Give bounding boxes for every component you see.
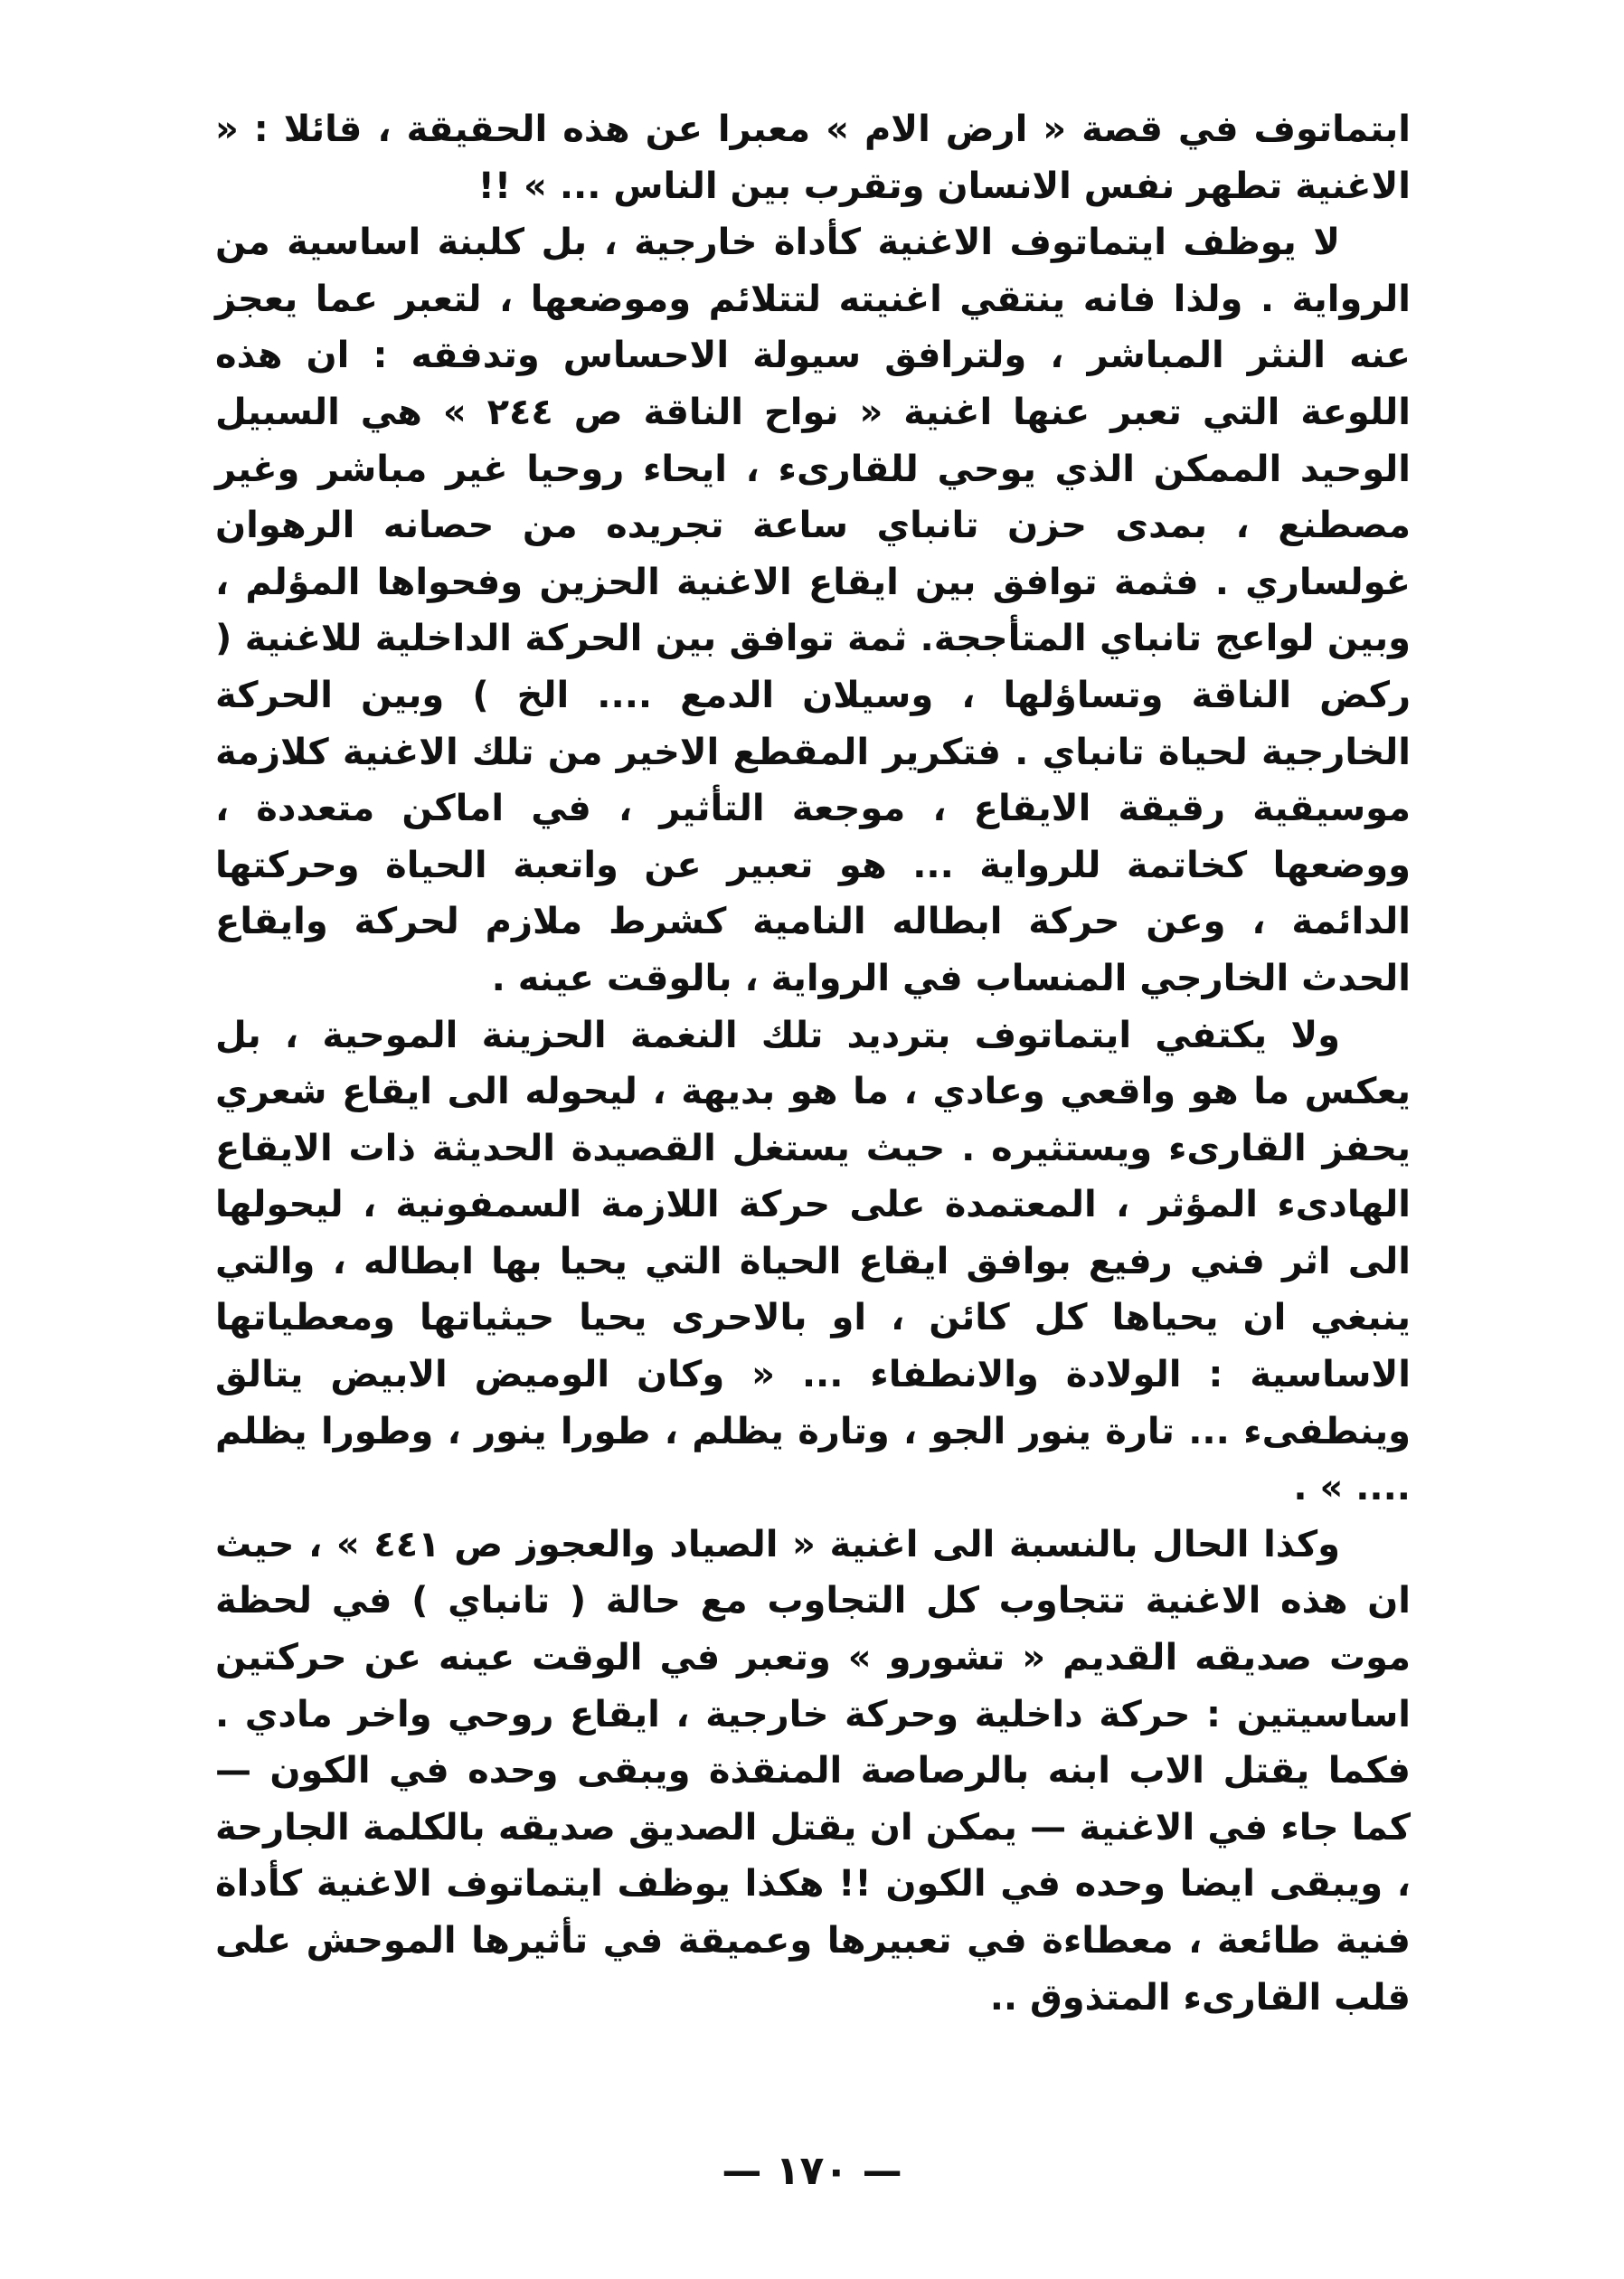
paragraph-hunter-song: وكذا الحال بالنسبة الى اغنية « الصياد والعجوز ص ٤٤١ » ، حيث ان هذه الاغنية تتجاوب كل التجاوب مع حالة ( تانباي ) في لحظة موت صديقه القديم « تشورو » وتعبر في الوقت عينه عن حركتين اساسيتين : حركة داخلية وحركة خارجية ، ايقاع روحي واخر مادي . فكما يقتل الاب ابنه بالرصاصة المنقذة ويبقى وحده في الكون — كما جاء في الاغنية — يمكن ان يقتل الصديق صديقه بالكلمة الجارحة ، ويبقى ايضا وحده في الكون !! هكذا يوظف ايتماتوف الاغنية كأداة فنية طائعة ، معطاءة في تعبيرها وعميقة في تأثيرها الموحش على قلب القارىء المتذوق .. [215,1523,1411,2019]
paragraph-continuation: ابتماتوف في قصة « ارض الام » معبرا عن هذه الحقيقة ، قائلا : « الاغنية تطهر نفس الانسان وتقرب بين الناس ... » !! [215,109,1411,207]
body-text [215,101,1411,2026]
paragraph-poetic-rhythm: ولا يكتفي ايتماتوف بترديد تلك النغمة الحزينة الموحية ، بل يعكس ما هو واقعي وعادي ، ما هو بديهة ، ليحوله الى ايقاع شعري يحفز القارىء ويستثيره . حيث يستغل القصيدة الحديثة ذات الايقاع الهادىء المؤثر ، المعتمدة على حركة اللازمة السمفونية ، ليحولها الى اثر فني رفيع بوافق ايقاع الحياة التي يحيا بها ابطاله ، والتي ينبغي ان يحياها كل كائن ، او بالاحرى يحيا حيثياتها ومعطياتها الاساسية : الولادة والانطفاء ... « وكان الوميض الابيض يتالق وينطفىء ... تارة ينور الجو ، وتارة يظلم ، طورا ينور ، وطورا يظلم .... » . [215,1014,1411,1509]
paragraph-song-as-structure: لا يوظف ايتماتوف الاغنية كأداة خارجية ، بل كلبنة اساسية من الرواية . ولذا فانه ينتقي اغنيته لتتلائم وموضعها ، لتعبر عما يعجز عنه النثر المباشر ، ولترافق سيولة الاحساس وتدفقه : ان هذه اللوعة التي تعبر عنها اغنية « نواح الناقة ص ٢٤٤ » هي السبيل الوحيد الممكن الذي يوحي للقارىء ، ايحاء روحيا غير مباشر وغير مصطنع ، بمدى حزن تانباي ساعة تجريده من حصانه الرهوان غولساري . فثمة توافق بين ايقاع الاغنية الحزين وفحواها المؤلم ، وبين لواعج تانباي المتأججة. ثمة توافق بين الحركة الداخلية للاغنية ( ركض الناقة وتساؤلها ، وسيلان الدمع .... الخ ) وبين الحركة الخارجية لحياة تانباي . فتكرير المقطع الاخير من تلك الاغنية كلازمة موسيقية رقيقة الايقاع ، موجعة التأثير ، في اماكن متعددة ، ووضعها كخاتمة للرواية ... هو تعبير عن واتعبة الحياة وحركتها الدائمة ، وعن حركة ابطاله النامية كشرط ملازم لحركة وايقاع الحدث الخارجي المنساب في الرواية ، بالوقت عينه . [215,222,1411,999]
page-number: — ١٧٠ — [722,2148,902,2194]
